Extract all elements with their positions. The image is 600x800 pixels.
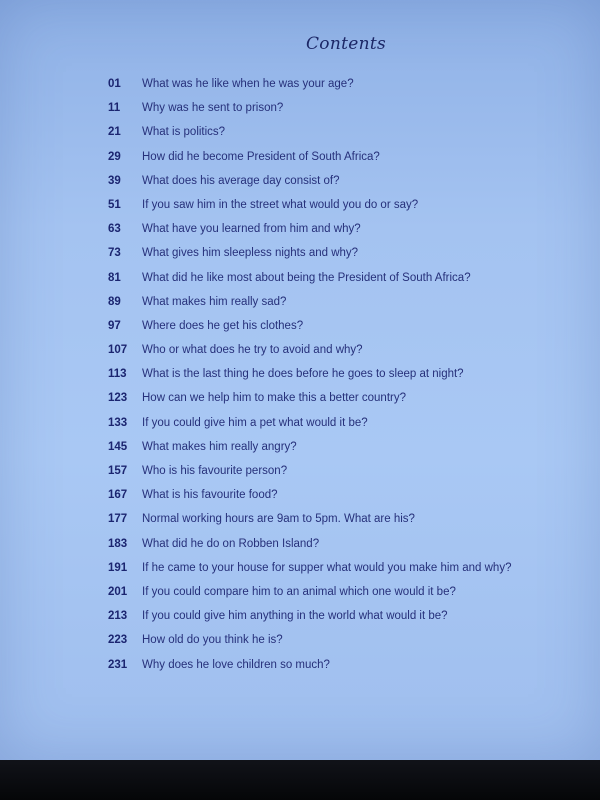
toc-question: If you saw him in the street what would you do or say?: [142, 198, 419, 211]
toc-entry: [0, 120, 600, 144]
toc-question: Who or what does he try to avoid and why?: [142, 344, 363, 357]
toc-entry: [0, 532, 600, 556]
toc-entry: [0, 217, 600, 241]
toc-entry: [0, 580, 600, 604]
toc-page-number: 231: [108, 658, 128, 671]
toc-page-number: 123: [108, 392, 128, 405]
toc-question: How can we help him to make this a better country?: [142, 392, 406, 405]
toc-page-number: 51: [108, 198, 121, 211]
toc-entry: [0, 338, 600, 362]
toc-question: Where does he get his clothes?: [142, 319, 304, 332]
toc-entry: [0, 96, 600, 120]
toc-page-number: 11: [108, 102, 121, 115]
toc-entry: [0, 653, 600, 677]
toc-entry: [0, 266, 600, 290]
toc-page-number: 81: [108, 271, 121, 284]
toc-question: What did he do on Robben Island?: [142, 537, 320, 550]
toc-page-number: 113: [108, 368, 127, 381]
toc-question: Why was he sent to prison?: [142, 102, 284, 115]
toc-entry: [0, 556, 600, 580]
toc-entry: [0, 604, 600, 628]
toc-entry: [0, 411, 600, 435]
toc-page-number: 183: [108, 537, 128, 550]
toc-question: What is his favourite food?: [142, 489, 278, 502]
toc-page-number: 223: [108, 634, 128, 647]
toc-entry: [0, 241, 600, 265]
toc-question: How old do you think he is?: [142, 634, 283, 647]
toc-page-number: 39: [108, 174, 121, 187]
toc-page-number: 97: [108, 319, 121, 332]
toc-question: What makes him really sad?: [142, 295, 287, 308]
toc-question: What is the last thing he does before he goes to sleep at night?: [142, 368, 464, 381]
toc-page-number: 107: [108, 344, 128, 357]
toc-question: What have you learned from him and why?: [142, 223, 361, 236]
toc-question: If you could compare him to an animal which one would it be?: [142, 585, 456, 598]
toc-page-number: 01: [108, 78, 121, 90]
table-of-contents: [0, 72, 600, 677]
toc-question: What was he like when he was your age?: [142, 78, 354, 90]
toc-page-number: 167: [108, 489, 128, 502]
toc-entry: [0, 628, 600, 652]
toc-entry: [0, 193, 600, 217]
toc-page-number: 157: [108, 465, 128, 477]
toc-question: If you could give him a pet what would it be?: [142, 416, 368, 429]
toc-page-number: 63: [108, 223, 121, 236]
toc-page-number: 201: [108, 585, 128, 598]
toc-page-number: 89: [108, 295, 121, 308]
toc-entry: [0, 314, 600, 338]
dark-background-strip: [0, 760, 600, 800]
toc-entry: [0, 169, 600, 193]
toc-question: If you could give him anything in the world what would it be?: [142, 610, 448, 623]
toc-page-number: 21: [108, 126, 121, 139]
toc-question: Who is his favourite person?: [142, 465, 288, 477]
toc-page-number: 29: [108, 150, 121, 163]
toc-page-number: 177: [108, 513, 128, 526]
toc-entry: [0, 507, 600, 531]
toc-page-number: 191: [108, 561, 128, 574]
toc-entry: [0, 386, 600, 410]
toc-entry: [0, 435, 600, 459]
toc-question: How did he become President of South Africa?: [142, 150, 380, 163]
toc-page-number: 73: [108, 247, 121, 260]
toc-question: What gives him sleepless nights and why?: [142, 247, 359, 260]
toc-entry: [0, 290, 600, 314]
toc-entry: [0, 145, 600, 169]
toc-entry: [0, 459, 600, 483]
toc-entry: [0, 483, 600, 507]
toc-page-number: 145: [108, 440, 128, 453]
toc-question: Why does he love children so much?: [142, 658, 330, 671]
toc-question: What is politics?: [142, 126, 226, 139]
toc-entry: [0, 72, 600, 96]
toc-question: What did he like most about being the President of South Africa?: [142, 271, 471, 284]
toc-question: What makes him really angry?: [142, 440, 297, 453]
toc-question: What does his average day consist of?: [142, 174, 340, 187]
toc-question: If he came to your house for supper what would you make him and why?: [142, 561, 512, 574]
toc-question: Normal working hours are 9am to 5pm. What are his?: [142, 513, 415, 526]
toc-page-number: 133: [108, 416, 128, 429]
toc-page-number: 213: [108, 610, 128, 623]
page-title: Contents: [306, 34, 386, 54]
toc-entry: [0, 362, 600, 386]
